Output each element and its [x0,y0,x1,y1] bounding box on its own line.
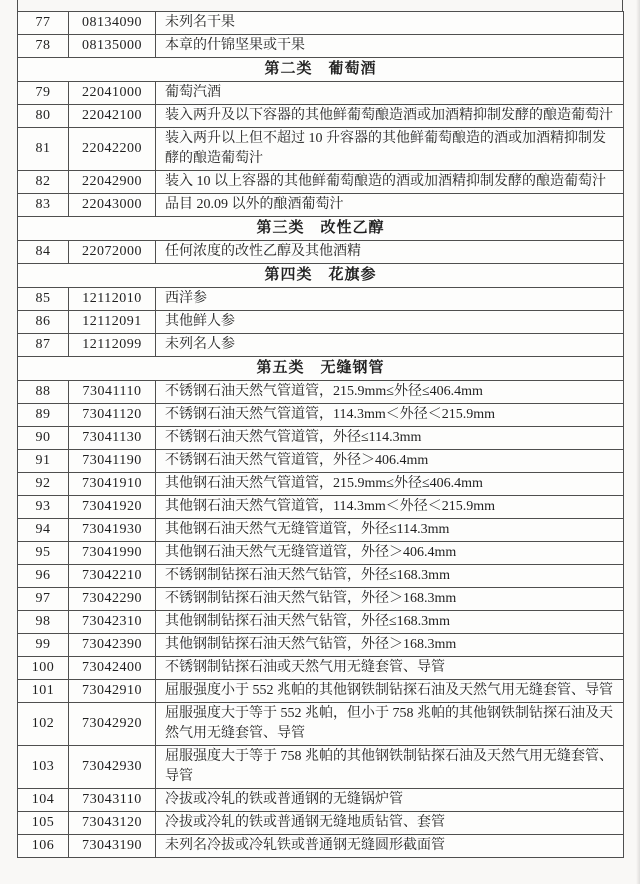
table-row [18,746,624,789]
section-header-row [18,357,624,381]
item-description: 不锈钢制钻探石油天然气钻管，外径≤168.3mm [156,565,624,588]
hs-code: 73041990 [69,542,156,565]
row-number: 91 [18,450,69,473]
section-header-row [18,264,624,288]
item-description: 其他鲜人参 [156,311,624,334]
item-description: 葡萄汽酒 [156,82,624,105]
hs-code: 22072000 [69,241,156,264]
item-description: 不锈钢石油天然气管道管，外径≤114.3mm [156,427,624,450]
table-row [18,288,624,311]
hs-code: 22041000 [69,82,156,105]
row-number: 103 [18,746,69,789]
row-number: 104 [18,789,69,812]
table-row [18,171,624,194]
table-row [18,812,624,835]
table-row [18,35,624,58]
table-row [18,427,624,450]
hs-code: 73042400 [69,657,156,680]
table-row [18,789,624,812]
item-description: 不锈钢石油天然气管道管，114.3mm＜外径＜215.9mm [156,404,624,427]
row-number: 100 [18,657,69,680]
row-number: 92 [18,473,69,496]
row-number: 84 [18,241,69,264]
row-number: 82 [18,171,69,194]
row-number: 101 [18,680,69,703]
table-row [18,835,624,858]
table-row [18,680,624,703]
row-number: 99 [18,634,69,657]
hs-code: 12112099 [69,334,156,357]
row-number: 87 [18,334,69,357]
item-description: 冷拔或冷轧的铁或普通钢无缝地质钻管、套管 [156,812,624,835]
row-number: 83 [18,194,69,217]
table-row [18,105,624,128]
hs-code: 73041120 [69,404,156,427]
row-number: 78 [18,35,69,58]
table-row [18,381,624,404]
hs-code: 12112091 [69,311,156,334]
row-number: 89 [18,404,69,427]
row-number: 105 [18,812,69,835]
hs-code: 08134090 [69,12,156,35]
item-description: 其他钢石油天然气无缝管道管，外径＞406.4mm [156,542,624,565]
section-header-row [18,217,624,241]
item-description: 装入两升及以下容器的其他鲜葡萄酿造酒或加酒精抑制发酵的酿造葡萄汁 [156,105,624,128]
hs-code: 22042100 [69,105,156,128]
table-row [18,703,624,746]
row-number: 106 [18,835,69,858]
item-description: 冷拔或冷轧的铁或普通钢的无缝锅炉管 [156,789,624,812]
hs-code: 08135000 [69,35,156,58]
item-description: 未列名人参 [156,334,624,357]
section-title: 第三类 改性乙醇 [18,217,624,241]
hs-code: 22042900 [69,171,156,194]
table-row [18,496,624,519]
table-row [18,473,624,496]
row-number: 79 [18,82,69,105]
row-number: 102 [18,703,69,746]
item-description: 不锈钢石油天然气管道管，215.9mm≤外径≤406.4mm [156,381,624,404]
item-description: 其他钢制钻探石油天然气钻管，外径＞168.3mm [156,634,624,657]
table-row [18,404,624,427]
table-row [18,334,624,357]
hs-code: 12112010 [69,288,156,311]
hs-code: 73041930 [69,519,156,542]
section-header-row [18,58,624,82]
row-number: 98 [18,611,69,634]
table-row [18,241,624,264]
row-number: 86 [18,311,69,334]
hs-code: 73043120 [69,812,156,835]
hs-code: 73041920 [69,496,156,519]
item-description: 其他钢制钻探石油天然气钻管，外径≤168.3mm [156,611,624,634]
row-number: 93 [18,496,69,519]
table-row [18,657,624,680]
hs-code: 73041910 [69,473,156,496]
row-number: 90 [18,427,69,450]
tariff-table-body [18,12,624,858]
item-description: 西洋参 [156,288,624,311]
row-number: 85 [18,288,69,311]
item-description: 不锈钢石油天然气管道管，外径＞406.4mm [156,450,624,473]
item-description: 品目 20.09 以外的酿酒葡萄汁 [156,194,624,217]
item-description: 屈服强度大于等于 758 兆帕的其他钢铁制钻探石油及天然气用无缝套管、导管 [156,746,624,789]
table-border-stub-right [622,0,623,11]
table-row [18,82,624,105]
hs-code: 73041190 [69,450,156,473]
item-description: 本章的什锦坚果或干果 [156,35,624,58]
hs-code: 73041130 [69,427,156,450]
table-row [18,611,624,634]
hs-code: 73042310 [69,611,156,634]
table-row [18,542,624,565]
tariff-code-table [17,11,624,858]
item-description: 装入 10 以上容器的其他鲜葡萄酿造的酒或加酒精抑制发酵的酿造葡萄汁 [156,171,624,194]
row-number: 81 [18,128,69,171]
hs-code: 73042390 [69,634,156,657]
row-number: 94 [18,519,69,542]
item-description: 未列名冷拔或冷轧铁或普通钢无缝圆形截面管 [156,835,624,858]
table-row [18,128,624,171]
section-title: 第四类 花旗参 [18,264,624,288]
row-number: 88 [18,381,69,404]
table-row [18,588,624,611]
row-number: 77 [18,12,69,35]
row-number: 96 [18,565,69,588]
row-number: 97 [18,588,69,611]
section-title: 第五类 无缝钢管 [18,357,624,381]
item-description: 未列名干果 [156,12,624,35]
hs-code: 73041110 [69,381,156,404]
item-description: 装入两升以上但不超过 10 升容器的其他鲜葡萄酿造的酒或加酒精抑制发酵的酿造葡萄汁 [156,128,624,171]
item-description: 其他钢石油天然气管道管，215.9mm≤外径≤406.4mm [156,473,624,496]
item-description: 任何浓度的改性乙醇及其他酒精 [156,241,624,264]
row-number: 95 [18,542,69,565]
item-description: 不锈钢制钻探石油天然气钻管，外径＞168.3mm [156,588,624,611]
table-row [18,311,624,334]
hs-code: 22043000 [69,194,156,217]
hs-code: 22042200 [69,128,156,171]
section-title: 第二类 葡萄酒 [18,58,624,82]
hs-code: 73043110 [69,789,156,812]
table-row [18,634,624,657]
table-row [18,12,624,35]
item-description: 其他钢石油天然气无缝管道管，外径≤114.3mm [156,519,624,542]
row-number: 80 [18,105,69,128]
item-description: 屈服强度大于等于 552 兆帕，但小于 758 兆帕的其他钢铁制钻探石油及天然气用无缝套管、导管 [156,703,624,746]
hs-code: 73042920 [69,703,156,746]
hs-code: 73042910 [69,680,156,703]
hs-code: 73043190 [69,835,156,858]
item-description: 屈服强度小于 552 兆帕的其他钢铁制钻探石油及天然气用无缝套管、导管 [156,680,624,703]
table-row [18,450,624,473]
item-description: 其他钢石油天然气管道管，114.3mm＜外径＜215.9mm [156,496,624,519]
hs-code: 73042210 [69,565,156,588]
hs-code: 73042290 [69,588,156,611]
table-row [18,519,624,542]
item-description: 不锈钢制钻探石油或天然气用无缝套管、导管 [156,657,624,680]
hs-code: 73042930 [69,746,156,789]
table-border-stub-left [17,0,18,11]
table-row [18,565,624,588]
table-row [18,194,624,217]
